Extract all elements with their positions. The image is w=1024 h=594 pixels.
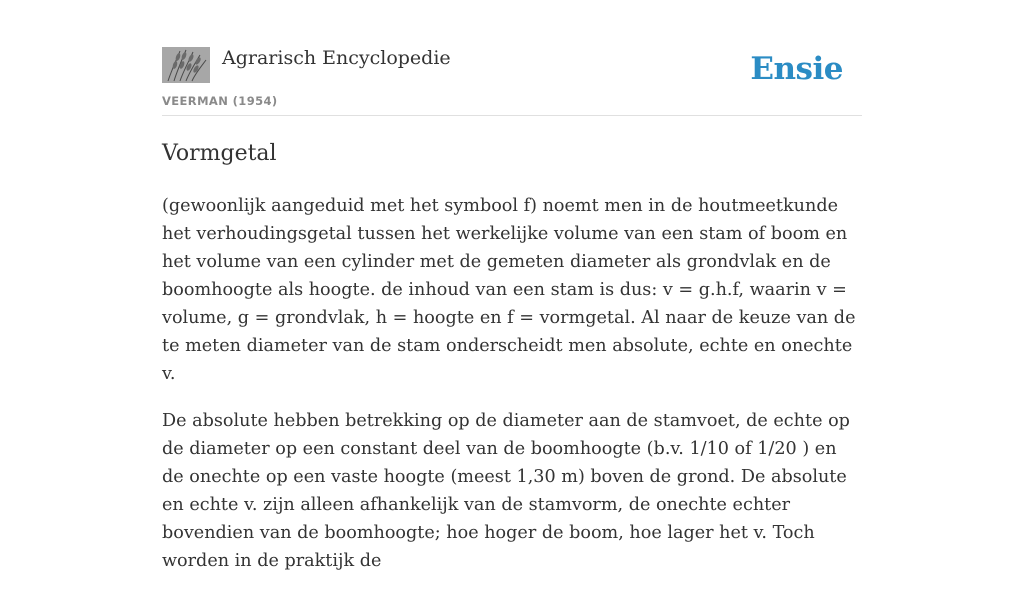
source-label: VEERMAN (1954) — [162, 94, 278, 108]
entry-title: Vormgetal — [162, 141, 277, 166]
header — [162, 0, 862, 116]
paragraph: (gewoonlijk aangeduid met het symbool f) noemt men in de houtmeetkunde het verhoudingsgetal tussen het werkelijke volume van een stam of boom en het volume van een cylinder met de gemeten diameter als grondvlak en de boomhoogte als hoogte. de inhoud van een stam is dus: v = g.h.f, waarin v = volume, g = grondvlak, h = hoogte en f = vormgetal. Al naar de keuze van de te meten diameter van de stam onderscheidt men absolute, echte en onechte v. — [162, 196, 856, 384]
book-title[interactable]: Agrarisch Encyclopedie — [222, 47, 451, 69]
brand-logo[interactable]: Ensie — [750, 51, 843, 87]
paragraph: De absolute hebben betrekking op de diameter aan de stamvoet, de echte op de diameter op een constant deel van de boomhoogte (b.v. 1/10 of 1/20 ) en de onechte op een vaste hoogte (meest 1,30 m) boven de grond. De absolute en echte v. zijn alleen afhankelijk van de stamvorm, de onechte echter bovendien van de boomhoogte; hoe hoger de boom, hoe lager het v. Toch worden in de praktijk de — [162, 411, 850, 571]
wheat-logo-icon[interactable] — [162, 47, 210, 83]
page-content — [162, 0, 862, 571]
entry-body — [162, 192, 862, 594]
